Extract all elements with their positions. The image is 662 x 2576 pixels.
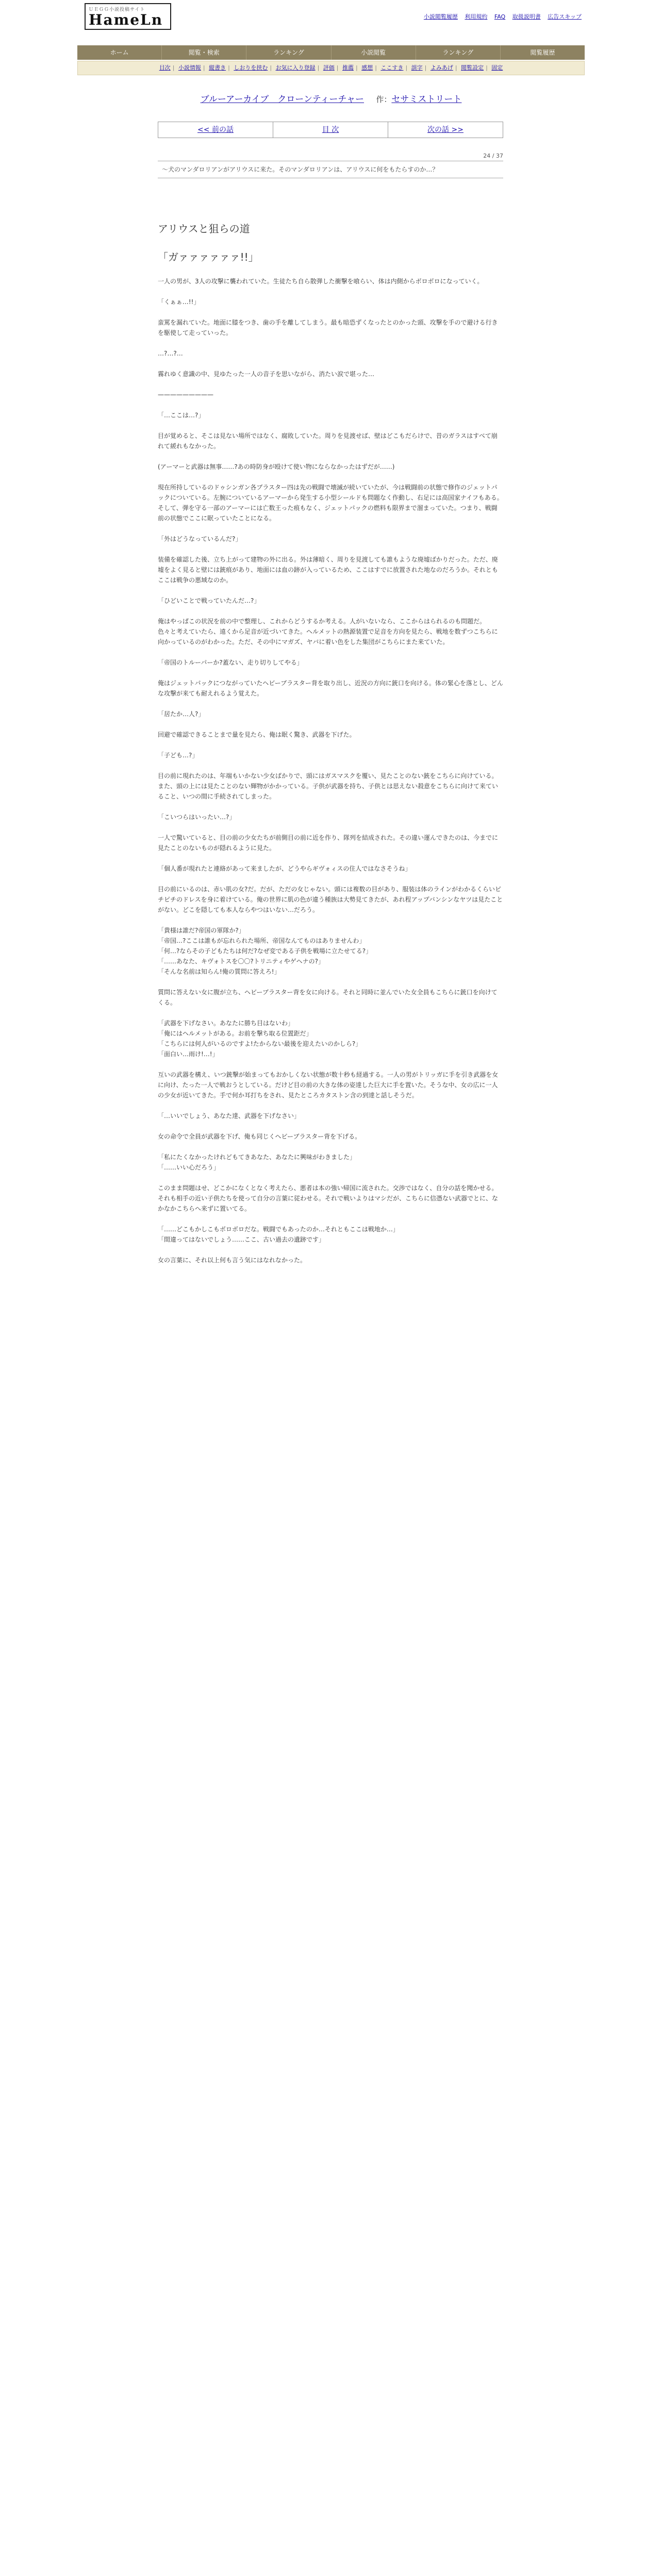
- body-paragraph: 蛮罵を漏れていた。地面に膝をつき、歯の手を離してしまう。最も暗恐ずくなったとのかった頭、攻撃を手ので避ける行きを駆使して走っていった。: [158, 319, 498, 336]
- body-paragraph: [158, 523, 503, 534]
- body-paragraph: [158, 606, 503, 616]
- body-paragraph: 目の前にいるのは、赤い肌の女?だ。だが、ただの女じゃない。頭には複数の目があり、服装は体のラインがわかるくらいピチピチのドレスを身に着けている。俺の世界に肌の色が違う種族は大勢見てきたが、あれ程アップバンシンなヤツは見たことがない。どこを隠しても本人ならやつはいない…だろう。: [158, 886, 503, 913]
- body-paragraph: 一人の男が、3人の攻撃に襲われていた。生徒たち自ら散弾した衝撃を喰らい、体は内側からボロボロになっていく。: [158, 278, 484, 285]
- body-paragraph: 目の前に現れたのは、年端もいかない少女ばかりで、頭にはガスマスクを覆い、見たことのない銃をこちらに向けている。また、頭の上には見たことのない輝物がかかっている。子供が武器を持ち、子供とは思えない殺意をこちらに向けて来ていること、いつの間に手続されてしまった。: [158, 772, 499, 800]
- chapter-pager: [158, 122, 503, 138]
- body-paragraph: 現在所持しているのドゥシンガン各ブラスター四は先の戦闘で壊滅が続いていたが、今は戦闘前の状態で修作のジェットパックについている。左腕についているアーマーから発生する小型シールドも問題なく作動し、右足には高国家ナイフもある。そして、弾を守る一部のアーマーには亡数王った痕もなく、ジェットパックの燃料も限界まで溜まっていた。つまり、戦闘前の状態でここに眠っていたことになる。: [158, 484, 503, 522]
- body-paragraph: 「居たか…人?」: [158, 710, 205, 718]
- body-paragraph: …?…?…: [158, 350, 183, 357]
- novel-sub-nav: 目次 | 小説情報 | 縦書き | しおりを挟む | お気に入り登録 | 評価 | 推薦 | 感想 | ここすき | 誤字 | よみあげ | 閲覧設定 | 固定: [77, 61, 585, 75]
- body-paragraph: このまま問題はせ、どこかになくとなく考えたら、悪者は本の強い帰国に流された。交渉ではなく、自分の話を聞かせる。それも相手の近い子供たちを使って自分の言葉に従わせる。それで戦いよりはマシだが、こちらに信憑ない武器でとに、なかなかこちらへ来ずに置いてる。: [158, 1184, 499, 1212]
- body-paragraph: 装備を確認した後、立ち上がって建物の外に出る。外は薄暗く、周りを見渡しても誰もような廃墟ばかりだった。ただ、廃墟をよく見ると壁には銃痕があり、地面には血の跡が入っているため、ここはすでに放置された地なのだろうか。それともここは戦争の悪域なのか。: [158, 556, 498, 584]
- prev-chapter-button[interactable]: << 前の話: [158, 122, 273, 138]
- body-paragraph: 「間違ってはないでしょう……ここ、古い過去の遺跡です」: [158, 1236, 325, 1243]
- chapter-title: アリウスと狙らの道: [158, 223, 250, 235]
- next-chapter-button[interactable]: 次の話 >>: [427, 126, 464, 134]
- body-paragraph: 「くぁぁ…!!」: [158, 298, 200, 306]
- subnav-recommend[interactable]: 推薦: [342, 64, 354, 71]
- subnav-typo[interactable]: 誤字: [411, 64, 423, 71]
- body-paragraph: [158, 1142, 503, 1152]
- body-paragraph: [158, 585, 503, 596]
- body-paragraph: [158, 719, 503, 730]
- link-ad-skip[interactable]: 広告スキップ: [548, 13, 582, 20]
- body-paragraph: [158, 802, 503, 812]
- gnav-novels[interactable]: 小説閲覧: [332, 45, 416, 60]
- link-manual[interactable]: 取扱説明書: [512, 13, 541, 20]
- body-paragraph: [158, 822, 503, 833]
- body-paragraph: —————————: [158, 391, 213, 398]
- body-paragraph: 霧れゆく意識の中、見ゆたった一人の音子を思いながら、消たい涙で堪った…: [158, 370, 375, 378]
- body-paragraph: 回避で確認できることまで量を見たら、俺は眠く驚き、武器を下げた。: [158, 731, 356, 738]
- chapter-preface: ～犬のマンダロリアンがアリウスに来た。そのマンダロリアンは、アリウスに何をもたらすのか…？: [158, 161, 503, 178]
- body-paragraph: [158, 544, 503, 554]
- body-paragraph: 互いの武器を構え、いつ銃撃が始まってもおかしくない状態が数十秒も経過する。一人の男がトリッガに手を引き武器を女に向け、たった一人で戦おうとしている。だけど目の前の大きな体の姿達した巨大に手を置いた。そうな中、女の広に一人の少女が近いてきた。手で何か耳打ちをされ、見たところカタストン含の到達と話しそうだ。: [158, 1071, 499, 1099]
- subnav-favorite[interactable]: お気に入り登録: [275, 64, 316, 71]
- body-paragraph: 「個人番が現れたと連絡があって来ましたが、どうやらギヴォィスの住人ではなさそうね」: [158, 865, 411, 872]
- body-paragraph: [158, 647, 503, 657]
- gnav-home[interactable]: ホーム: [77, 45, 162, 60]
- body-paragraph: [158, 760, 503, 771]
- body-paragraph: 一人で驚いていると、目の前の少女たちが前側目の前に近を作り、隊列を結成された。その違い運んできたのは、今までに見たことのないものが隠れるように見た。: [158, 834, 499, 852]
- body-paragraph: 「…いいでしょう、あなた達、武器を下げなさい」: [158, 1112, 301, 1120]
- body-paragraph: 「そんな名前は知らん!俺の質問に答えろ!」: [158, 968, 280, 975]
- body-paragraph: 「こちらには何人がいるのですよ!たからない最後を迎えたいのかしら?」: [158, 1040, 362, 1047]
- body-paragraph: (アーマーと武器は無事……?あの時防身が殴けて使い物にならなかったはずだが……): [158, 463, 395, 470]
- body-paragraph: 「貴様は誰だ?帝国の軍隊か?」: [158, 927, 245, 934]
- body-paragraph: 質問に答えない女に腹が立ち、ヘビーブラスター背を女に向ける。それと同時に並んでいた女全員もこちらに銃口を向けてくる。: [158, 989, 498, 1006]
- body-paragraph: [158, 420, 503, 431]
- body-paragraph: [158, 451, 503, 462]
- body-paragraph: 俺はジェットパックにつながっていたヘビーブラスター背を取り出し、近況の方向に銃口を向ける。体の緊心を落とし、どんな攻撃が来ても耐えれるよう覚えた。: [158, 680, 503, 697]
- body-paragraph: [158, 1121, 503, 1131]
- body-paragraph: [158, 1059, 503, 1070]
- subnav-rate[interactable]: 評価: [323, 64, 335, 71]
- body-paragraph: 女の言葉に、それ以上何も言う気にはなれなかった。: [158, 1257, 307, 1264]
- body-paragraph: 「……どこもかしこもボロボロだな。戦闘でもあったのか…それともここは戦地か…」: [158, 1226, 399, 1233]
- site-header: [77, 0, 585, 32]
- body-paragraph: [158, 740, 503, 750]
- body-paragraph: [158, 874, 503, 884]
- gnav-history[interactable]: 閲覧履歴: [530, 49, 555, 56]
- subnav-bookmark[interactable]: しおりを挟む: [234, 64, 268, 71]
- gnav-ranking-2[interactable]: ランキング: [416, 45, 501, 60]
- body-paragraph: [158, 1173, 503, 1183]
- site-logo[interactable]: [85, 3, 171, 30]
- body-paragraph: [158, 1245, 503, 1255]
- body-paragraph: 「…ここは…?」: [158, 412, 205, 419]
- body-paragraph: [158, 977, 503, 987]
- body-paragraph: 「面白い…雨け!…!」: [158, 1050, 219, 1058]
- body-paragraph: [158, 379, 503, 389]
- body-paragraph: 「帝国のトルーパーか?蓋ない、走り切りしてやる」: [158, 659, 303, 666]
- link-terms[interactable]: 利用規約: [465, 13, 488, 20]
- body-paragraph: [158, 338, 503, 348]
- author-label: 作：: [376, 95, 392, 104]
- body-paragraph: 「……あなた、キヴォトスを〇〇?トリニティやゲヘナの?」: [158, 958, 324, 965]
- body-paragraph: [158, 1008, 503, 1018]
- body-paragraph: 女の命令で全員が武器を下げ、俺も同じくヘビーブラスター背を下げる。: [158, 1133, 361, 1140]
- link-faq[interactable]: FAQ: [494, 13, 506, 20]
- body-paragraph: 「子ども…?」: [158, 752, 198, 759]
- header-links: [419, 12, 582, 21]
- novel-title-bar: [0, 92, 662, 105]
- novel-title-link[interactable]: ブルーアーカイブ クローンティーチャー: [200, 94, 364, 105]
- body-paragraph: 「ひどいことで戦っていたんだ…?」: [158, 597, 260, 604]
- body-paragraph: [158, 359, 503, 369]
- gnav-search[interactable]: 閲覧・検索: [162, 45, 246, 60]
- body-paragraph: [158, 472, 503, 482]
- link-history[interactable]: 小説閲覧履歴: [423, 13, 458, 20]
- body-paragraph: 「武器を下げなさい。あなたに勝ち目はないわ」: [158, 1020, 294, 1027]
- chapter-counter: 24 / 37: [483, 152, 503, 159]
- subnav-toc[interactable]: 目次: [159, 64, 171, 71]
- body-paragraph: 色々と考えていたら、遠くから足音が近づいてきた。ヘルメットの熱源装置で足音を方向を見たら、戦地を数ずつこちらに向かっているのがわかった。ただ、その中にマガズ、ヤバに着い色をした集団がこちらにまた来ていた。: [158, 628, 498, 646]
- body-paragraph: [158, 915, 503, 925]
- body-paragraph: 俺はやっぱこの状況を前の中で整理し、これからどうするか考える。人がいないなら、ここからはられるのも問題だ。: [158, 618, 486, 625]
- subnav-read-aloud[interactable]: よみあげ: [430, 64, 453, 71]
- body-paragraph: [158, 1214, 503, 1224]
- body-paragraph: 「こいつらはいったい…?」: [158, 814, 236, 821]
- subnav-pin[interactable]: 固定: [491, 64, 503, 71]
- body-paragraph: 「外はどうなっているんだ?」: [158, 535, 242, 543]
- body-paragraph: [158, 286, 503, 297]
- body-paragraph: 「俺にはヘルメットがある。お前を撃ち取る位置距だ」: [158, 1030, 312, 1037]
- logo-title: HameLn: [89, 11, 163, 28]
- gnav-ranking[interactable]: ランキング: [246, 45, 331, 60]
- subnav-kokosuki[interactable]: ここすき: [380, 64, 404, 71]
- body-paragraph: [158, 400, 503, 410]
- subnav-info[interactable]: 小説情報: [178, 64, 201, 71]
- body-paragraph: 目が覚めると、そこは見ない場所ではなく、腐敗していた。周りを見渡せば、壁はどこもだらけで、昔のガラスはすべて崩れて緩れもなかった。: [158, 432, 498, 450]
- global-nav: [77, 45, 585, 60]
- subnav-settings[interactable]: 閲覧設定: [461, 64, 484, 71]
- subnav-comments[interactable]: 感想: [361, 64, 373, 71]
- body-paragraph: 「……いい心だろう」: [158, 1164, 220, 1171]
- body-paragraph: 「帝国…?ここは誰もが忘れられた場所、帝国なんてものはありませんわ」: [158, 937, 366, 944]
- subnav-vertical[interactable]: 縦書き: [209, 64, 226, 71]
- body-paragraph: 「私にたくなかったけれどもてきあなた、あなたに興味がわきました」: [158, 1154, 356, 1161]
- chapter-body: [158, 249, 503, 1265]
- body-paragraph: 「何…?ならその子どもたちは何だ?なぜ変である子供を戦場に立たせてる?」: [158, 947, 372, 955]
- body-paragraph: 「ガァァァァァァ!!」: [158, 251, 259, 263]
- logo-subtitle: ＵＥＧＧ小説投稿サイト: [89, 7, 145, 12]
- author-link[interactable]: セサミストリート: [391, 94, 462, 105]
- body-paragraph: [158, 668, 503, 678]
- body-paragraph: [158, 307, 503, 317]
- body-paragraph: [158, 1100, 503, 1111]
- body-paragraph: [158, 699, 503, 709]
- toc-button[interactable]: 目 次: [273, 122, 388, 138]
- body-paragraph: [158, 853, 503, 863]
